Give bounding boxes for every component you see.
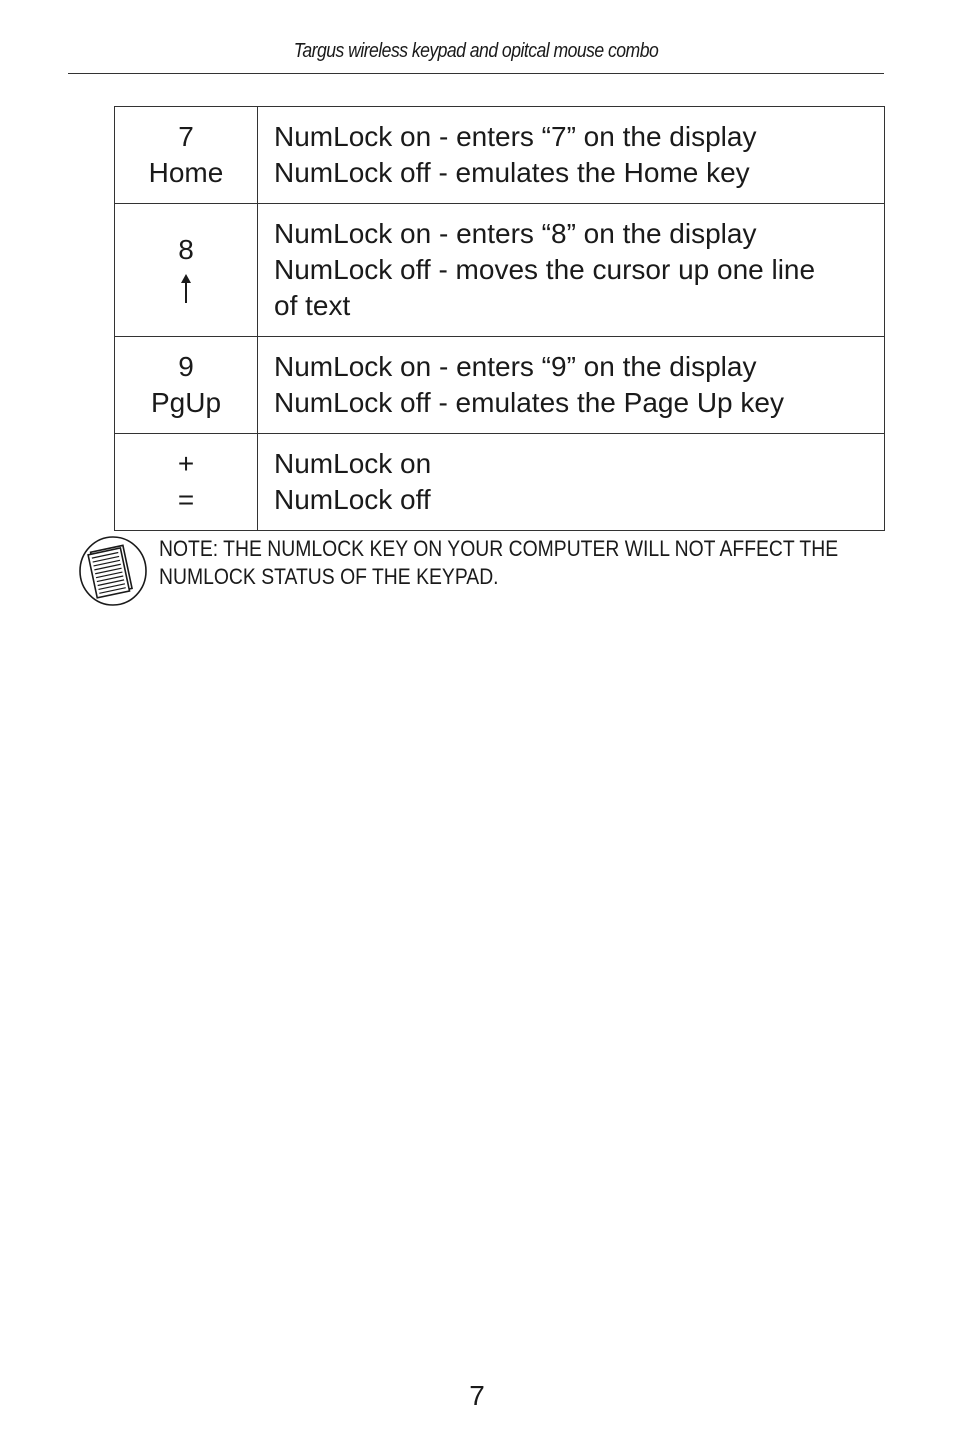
- description-line: NumLock off - emulates the Home key: [274, 157, 750, 188]
- key-cell: [115, 337, 258, 434]
- key-cell: [115, 204, 258, 337]
- table-row: [115, 204, 885, 337]
- description-cell: [258, 107, 885, 204]
- key-label: 9: [178, 351, 194, 382]
- description-line: of text: [274, 290, 351, 321]
- key-cell: [115, 107, 258, 204]
- table-row: [115, 107, 885, 204]
- description-cell: [258, 204, 885, 337]
- note-line: NOTE: THE NUMLOCK KEY ON YOUR COMPUTER WILL NOT AFFECT THE: [159, 536, 839, 561]
- description-line: NumLock off - moves the cursor up one line: [274, 254, 816, 285]
- key-label: +: [177, 448, 195, 479]
- table-row: [115, 434, 885, 531]
- notebook-icon: [78, 535, 148, 612]
- key-label: Home: [148, 157, 224, 188]
- key-label: 8: [178, 234, 194, 265]
- key-label: 7: [178, 121, 194, 152]
- note-block: [78, 535, 878, 615]
- key-label: PgUp: [150, 387, 222, 418]
- note-line: NUMLOCK STATUS OF THE KEYPAD.: [159, 564, 499, 589]
- note-text: [159, 535, 881, 591]
- description-cell: [258, 434, 885, 531]
- up-arrow-icon: [115, 268, 257, 308]
- description-line: NumLock on - enters “9” on the display: [274, 351, 757, 382]
- key-label: =: [177, 484, 195, 515]
- description-line: NumLock on - enters “7” on the display: [274, 121, 757, 152]
- description-cell: [258, 337, 885, 434]
- header-rule: [68, 73, 884, 74]
- page-number: 7: [469, 1380, 485, 1411]
- running-header: Targus wireless keypad and opitcal mouse combo: [293, 40, 659, 62]
- key-cell: [115, 434, 258, 531]
- table-row: [115, 337, 885, 434]
- description-line: NumLock off: [274, 484, 431, 515]
- numlock-key-table: [114, 106, 885, 531]
- description-line: NumLock on: [274, 448, 432, 479]
- description-line: NumLock off - emulates the Page Up key: [274, 387, 784, 418]
- description-line: NumLock on - enters “8” on the display: [274, 218, 757, 249]
